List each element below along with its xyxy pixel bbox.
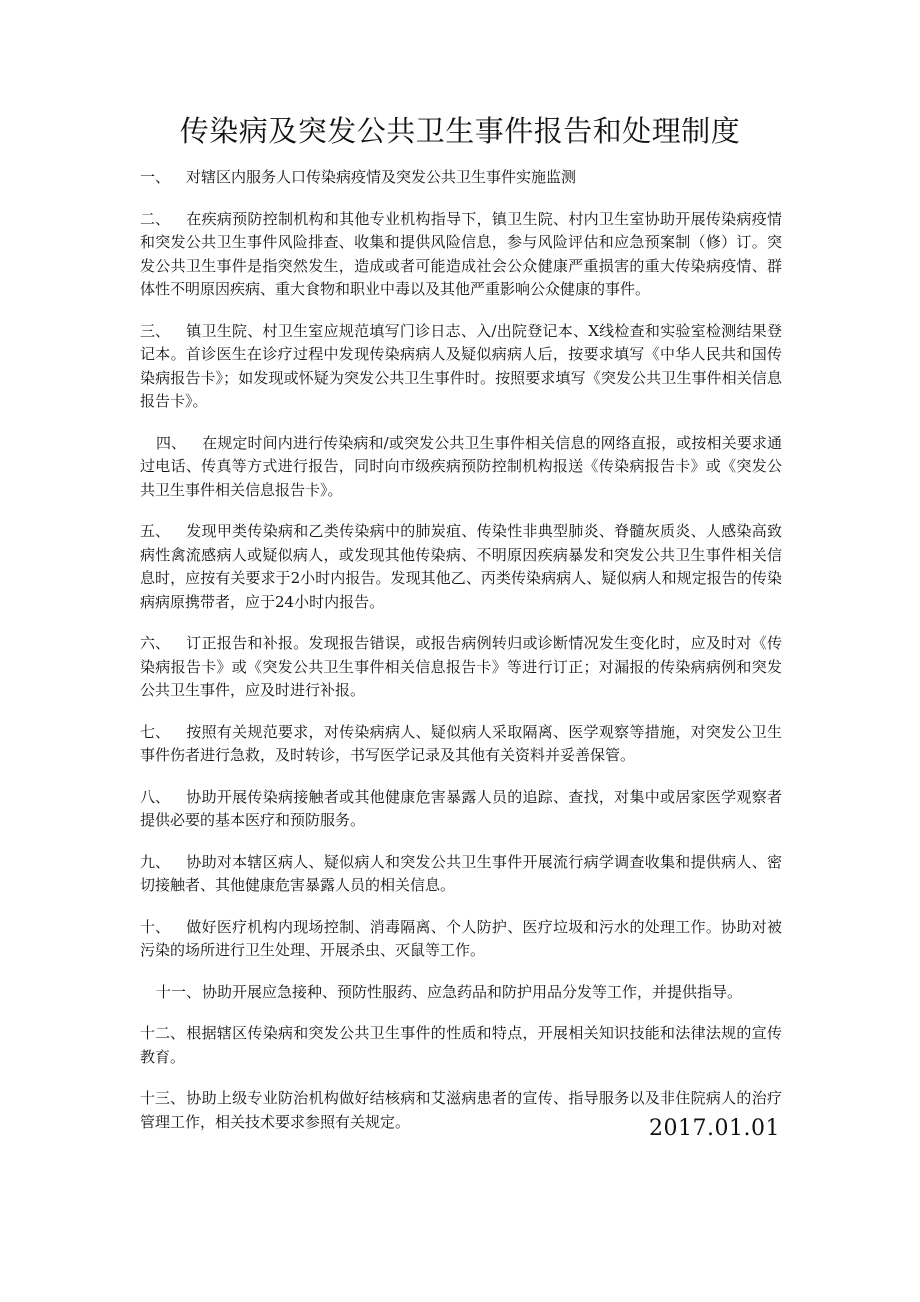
clause-text: 做好医疗机构内现场控制、消毒隔离、个人防护、医疗垃圾和污水的处理工作。协助对被污染的场所进行卫生处理、开展杀虫、灭鼠等工作。 — [140, 917, 782, 959]
document-title: 传染病及突发公共卫生事件报告和处理制度 — [179, 114, 741, 148]
clause-text: 订正报告和补报。发现报告错误，或报告病例转归或诊断情况发生变化时，应及时对《传染病报告卡》或《突发公共卫生事件相关信息报告卡》等进行订正；对漏报的传染病病例和突发公共卫生事件，应及时进行补报。 — [140, 634, 782, 699]
document-body — [140, 166, 782, 1152]
clause-3 — [140, 320, 782, 414]
clause-number: 二、 — [140, 209, 171, 228]
clause-8 — [140, 786, 782, 833]
clause-number: 五、 — [140, 522, 171, 540]
clause-12 — [140, 1022, 782, 1069]
clause-number: 四、 — [156, 433, 187, 452]
clause-text: 在规定时间内进行传染病和/或突发公共卫生事件相关信息的网络直报，或按相关要求通过电话、传真等方式进行报告，同时向市级疾病预防控制机构报送《传染病报告卡》或《突发公共卫生事件相关信息报告卡》。 — [140, 433, 782, 499]
clause-text: 协助上级专业防治机构做好结核病和艾滋病患者的宣传、指导服务以及非住院病人的治疗管理工作，相关技术要求参照有关规定。 — [140, 1089, 782, 1131]
clause-number: 六、 — [140, 634, 171, 652]
clause-number: 一、 — [140, 168, 171, 186]
clause-5 — [140, 520, 782, 614]
clause-number: 十三、 — [140, 1089, 186, 1107]
clause-10 — [140, 916, 782, 963]
clause-number: 十、 — [140, 917, 171, 936]
clause-text: 镇卫生院、村卫生室应规范填写门诊日志、入/出院登记本、X线检查和实验室检测结果登记本。首诊医生在诊疗过程中发现传染病病人及疑似病病人后，按要求填写《中华人民共和国传染病报告卡》；如发现或怀疑为突发公共卫生事件时。按照要求填写《突发公共卫生事件相关信息报告卡》。 — [140, 321, 782, 410]
clause-text: 协助开展应急接种、预防性服药、应急药品和防护用品分发等工作，并提供指导。 — [202, 982, 743, 1001]
clause-text: 发现甲类传染病和乙类传染病中的肺炭疽、传染性非典型肺炎、脊髓灰质炎、人感染高致病性禽流感病人或疑似病人，或发现其他传染病、不明原因疾病暴发和突发公共卫生事件相关信息时，应按有关要求于2小时内报告。发现其他乙、丙类传染病病人、疑似病人和规定报告的传染病病原携带者，应于24小时内报告。 — [140, 522, 782, 611]
clause-text: 协助对本辖区病人、疑似病人和突发公共卫生事件开展流行病学调查收集和提供病人、密切接触者、其他健康危害暴露人员的相关信息。 — [140, 852, 782, 894]
clause-number: 十二、 — [140, 1024, 186, 1042]
document-date: 2017.01.01 — [649, 1116, 780, 1141]
clause-number: 三、 — [140, 321, 171, 340]
clause-9 — [140, 851, 782, 898]
clause-number: 十一、 — [156, 982, 202, 1001]
clause-number: 九、 — [140, 852, 171, 871]
clause-text: 对辖区内服务人口传染病疫情及突发公共卫生事件实施监测 — [186, 168, 577, 186]
clause-1 — [140, 166, 782, 190]
clause-text: 协助开展传染病接触者或其他健康危害暴露人员的追踪、查找，对集中或居家医学观察者提供必要的基本医疗和预防服务。 — [140, 787, 782, 829]
clause-7 — [140, 721, 782, 768]
clause-11 — [140, 981, 782, 1005]
clause-4 — [140, 432, 782, 503]
clause-text: 按照有关规范要求，对传染病病人、疑似病人采取隔离、医学观察等措施，对突发公卫生事件伤者进行急救，及时转诊，书写医学记录及其他有关资料并妥善保管。 — [140, 722, 782, 764]
clause-6 — [140, 632, 782, 703]
clause-number: 八、 — [140, 787, 171, 806]
clause-2 — [140, 208, 782, 302]
clause-number: 七、 — [140, 722, 171, 741]
clause-text: 根据辖区传染病和突发公共卫生事件的性质和特点，开展相关知识技能和法律法规的宣传教育。 — [140, 1024, 782, 1066]
clause-text: 在疾病预防控制机构和其他专业机构指导下，镇卫生院、村内卫生室协助开展传染病疫情和突发公共卫生事件风险排查、收集和提供风险信息，参与风险评估和应急预案制（修）订。突发公共卫生事件是指突然发生，造成或者可能造成社会公众健康严重损害的重大传染病疫情、群体性不明原因疾病、重大食物和职业中毒以及其他严重影响公众健康的事件。 — [140, 209, 782, 298]
